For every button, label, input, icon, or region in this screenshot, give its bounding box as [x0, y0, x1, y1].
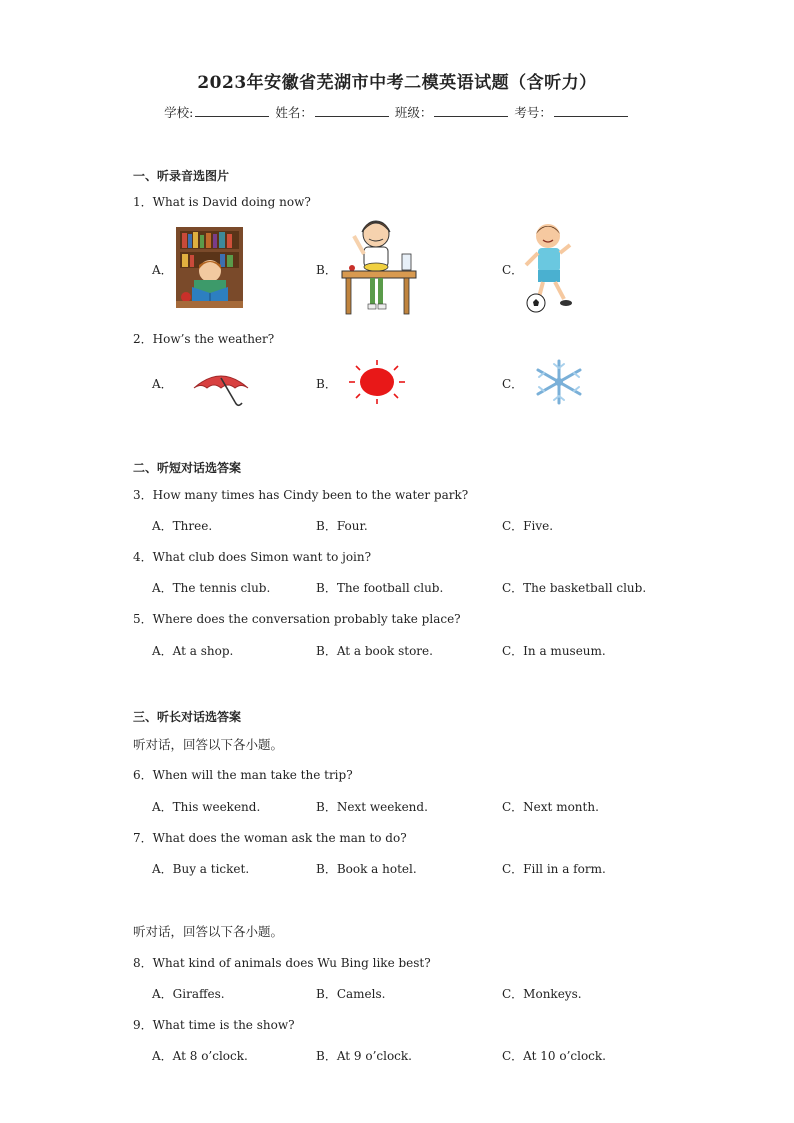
q6-option-c[interactable]: C．Next month. [502, 800, 599, 814]
boy-reading-book-icon [176, 227, 243, 308]
q7-option-a[interactable]: A．Buy a ticket. [152, 862, 250, 876]
school-blank[interactable] [195, 104, 269, 117]
q7-option-b[interactable]: B．Book a hotel. [316, 862, 417, 876]
boy-eating-icon [338, 214, 420, 317]
section-2-heading: 二、听短对话选答案 [133, 461, 242, 475]
school-label: 学校: [164, 105, 194, 120]
dialogue-intro-1: 听对话，回答以下各小题。 [133, 737, 284, 752]
q8-option-a[interactable]: A．Giraffes. [152, 987, 225, 1001]
umbrella-icon [192, 370, 250, 408]
q1-option-c[interactable]: C． [502, 263, 524, 277]
q2-option-c[interactable]: C． [502, 377, 524, 391]
q1-option-a[interactable]: A． [152, 263, 173, 277]
name-blank[interactable] [315, 104, 389, 117]
q4-option-b[interactable]: B．The football club. [316, 581, 444, 595]
name-label: 姓名： [275, 105, 313, 120]
q8-option-b[interactable]: B．Camels. [316, 987, 386, 1001]
question-8: 8．What kind of animals does Wu Bing like best? [133, 956, 431, 970]
dialogue-intro-2: 听对话，回答以下各小题。 [133, 924, 284, 939]
number-label: 考号： [514, 105, 552, 120]
q5-option-c[interactable]: C．In a museum. [502, 644, 606, 658]
q1-option-b[interactable]: B． [316, 263, 337, 277]
question-6: 6．When will the man take the trip? [133, 768, 353, 782]
q6-option-a[interactable]: A．This weekend. [152, 800, 261, 814]
q3-option-b[interactable]: B．Four. [316, 519, 368, 533]
snowflake-icon [526, 358, 592, 406]
q6-option-b[interactable]: B．Next weekend. [316, 800, 428, 814]
q5-option-b[interactable]: B．At a book store. [316, 644, 433, 658]
q9-option-a[interactable]: A．At 8 o’clock. [152, 1049, 248, 1063]
sun-icon [346, 358, 408, 406]
q7-option-c[interactable]: C．Fill in a form. [502, 862, 606, 876]
q3-option-c[interactable]: C．Five. [502, 519, 554, 533]
class-blank[interactable] [434, 104, 508, 117]
q9-option-c[interactable]: C．At 10 o’clock. [502, 1049, 606, 1063]
q9-option-b[interactable]: B．At 9 o’clock. [316, 1049, 412, 1063]
q2-option-b[interactable]: B． [316, 377, 337, 391]
page-title: 2023年安徽省芜湖市中考二模英语试题（含听力） [197, 73, 597, 93]
section-3-heading: 三、听长对话选答案 [133, 710, 242, 724]
q8-option-c[interactable]: C．Monkeys. [502, 987, 582, 1001]
class-label: 班级： [394, 105, 433, 120]
q4-option-a[interactable]: A．The tennis club. [152, 581, 271, 595]
q2-option-a[interactable]: A． [152, 377, 173, 391]
question-3: 3．How many times has Cindy been to the water park? [133, 488, 469, 502]
number-blank[interactable] [554, 104, 628, 117]
q5-option-a[interactable]: A．At a shop. [152, 644, 234, 658]
q4-option-c[interactable]: C．The basketball club. [502, 581, 647, 595]
question-2: 2．How’s the weather? [133, 332, 275, 346]
question-5: 5．Where does the conversation probably take place? [133, 612, 461, 626]
section-1-heading: 一、听录音选图片 [133, 169, 230, 183]
question-7: 7．What does the woman ask the man to do? [133, 831, 407, 845]
student-info-line [0, 103, 794, 121]
q3-option-a[interactable]: A．Three. [152, 519, 213, 533]
question-1: 1．What is David doing now? [133, 195, 311, 209]
question-9: 9．What time is the show? [133, 1018, 295, 1032]
question-4: 4．What club does Simon want to join? [133, 550, 372, 564]
boy-playing-football-icon [524, 221, 576, 313]
